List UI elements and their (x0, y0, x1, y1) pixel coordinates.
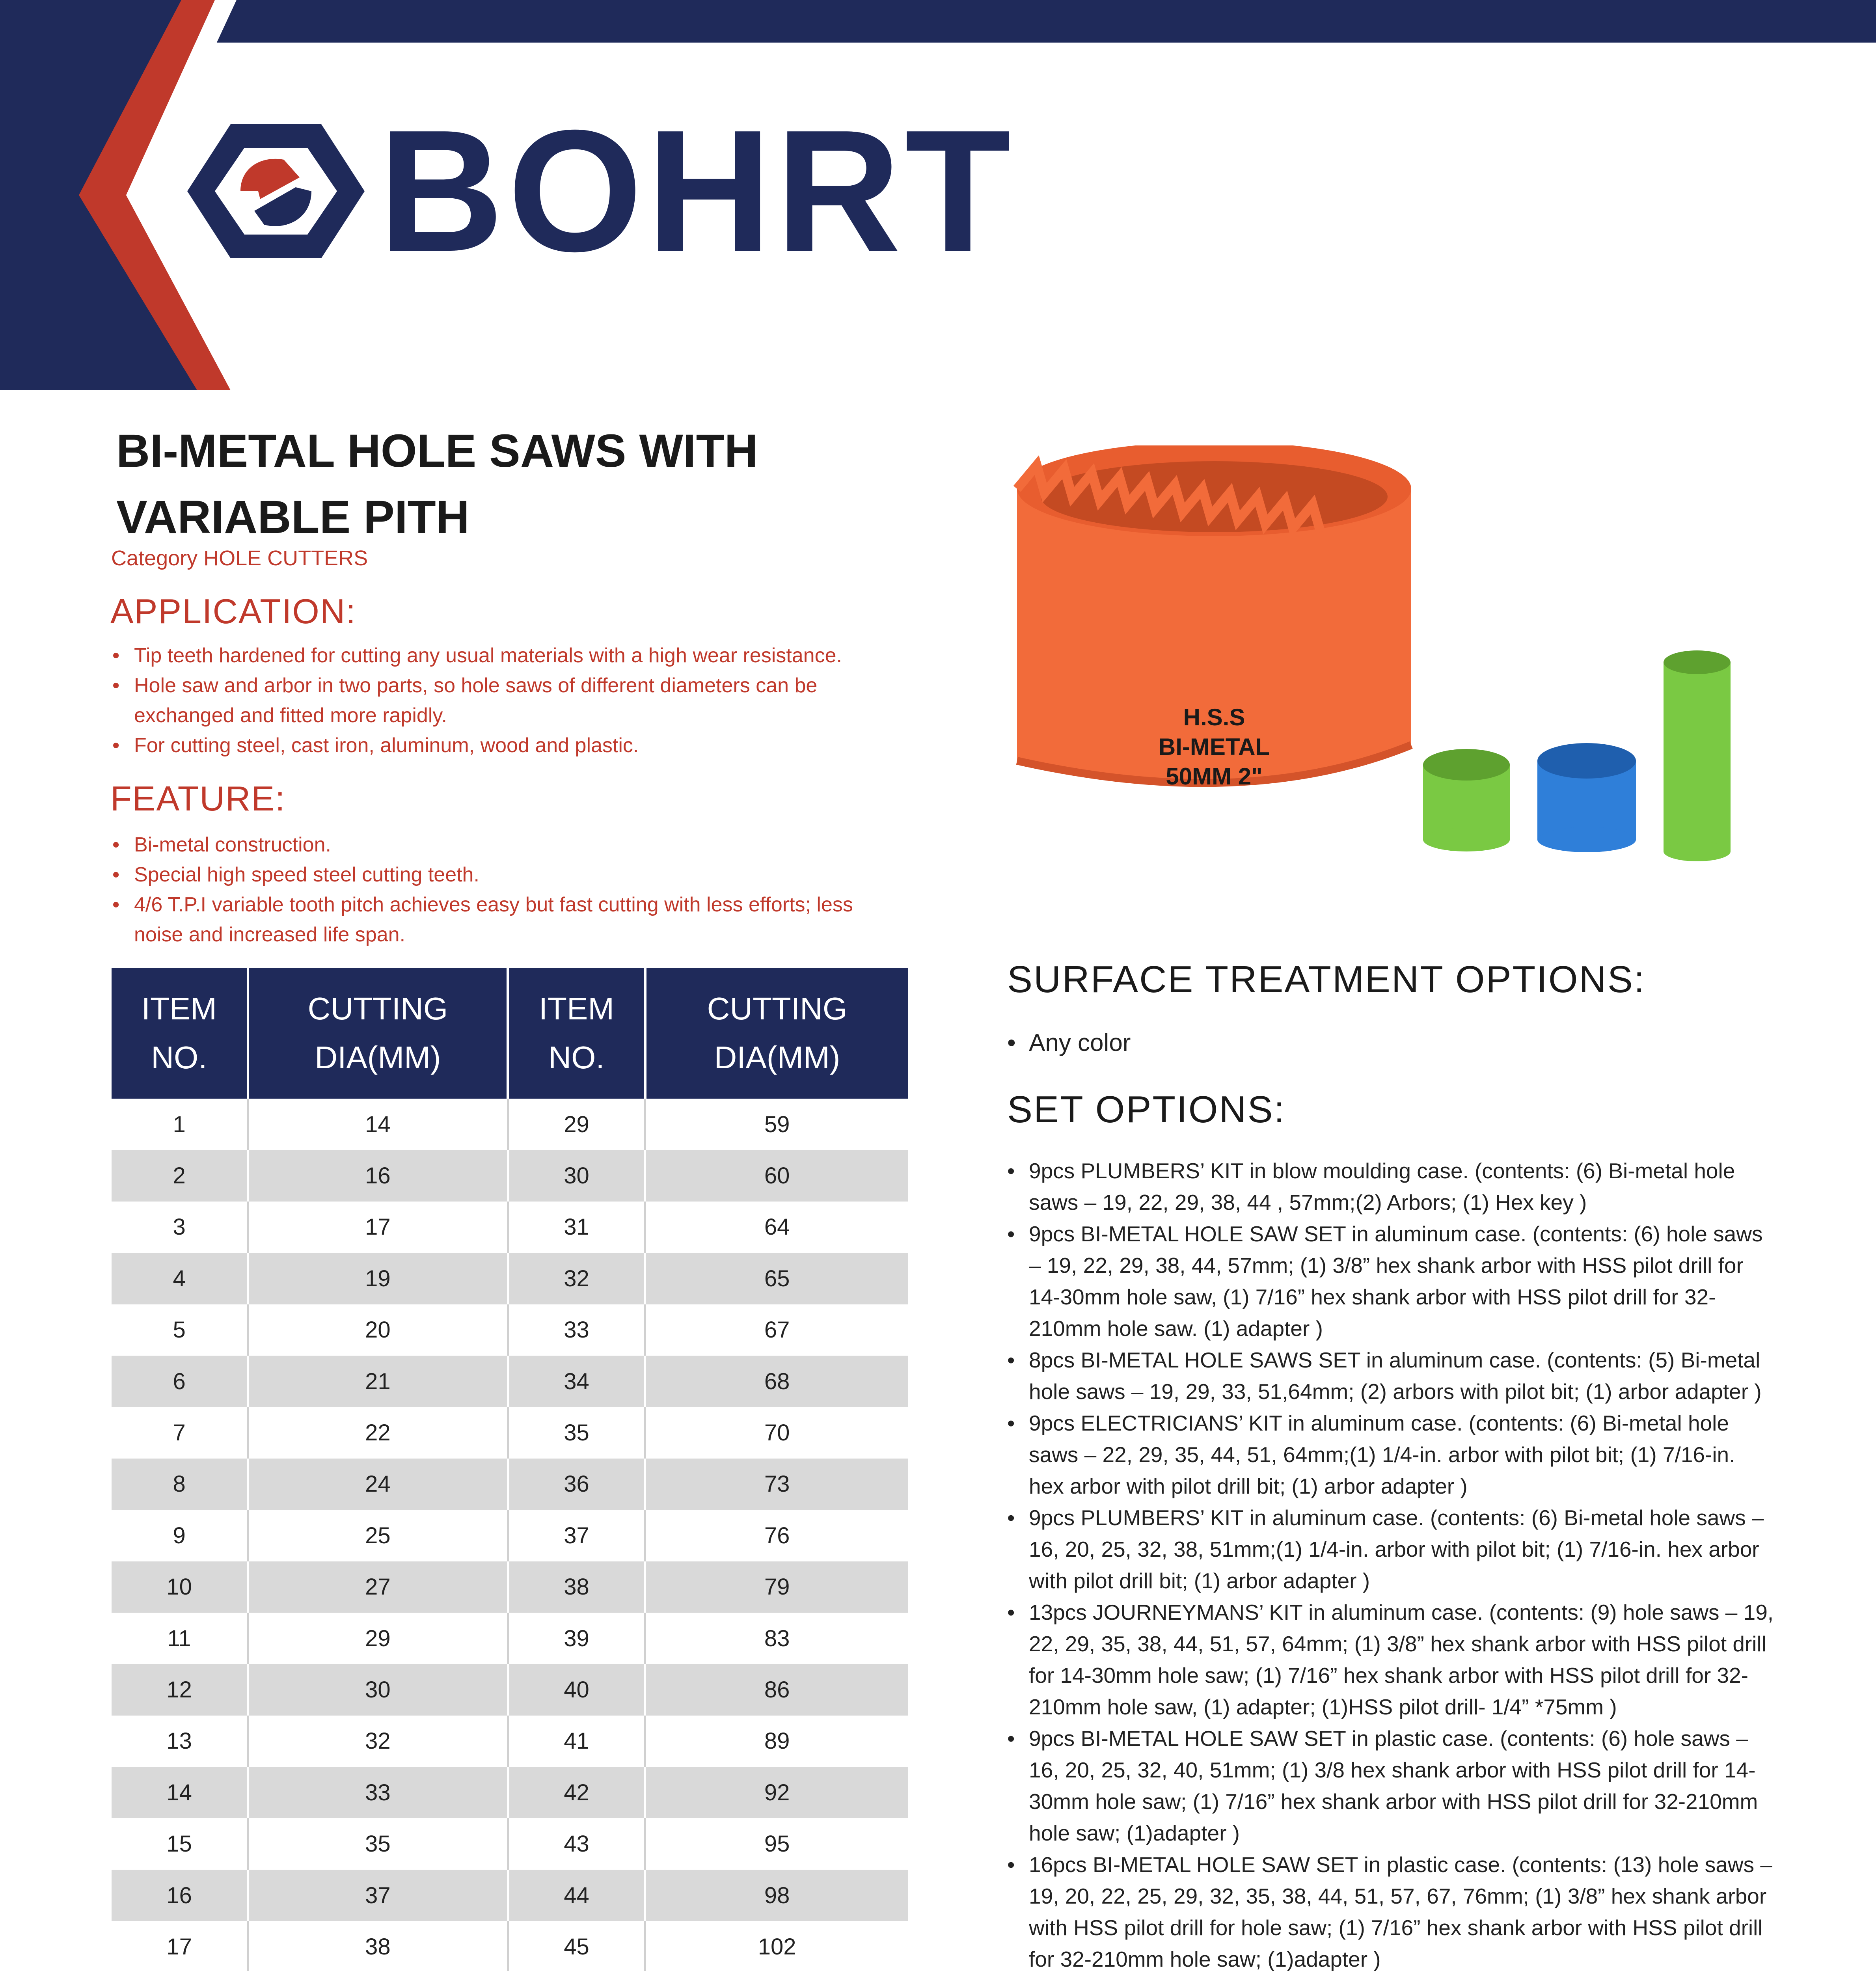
list-item: • 9pcs PLUMBERS’ KIT in blow moulding case. (contents: (6) Bi-metal hole saws – 19, 22, 29, 38, 44 , 57mm;(2) Arbors; (1) Hex key ) (1007, 1155, 1776, 1218)
table-cell: 31 (508, 1202, 645, 1253)
orange-hole-saw-icon (1017, 445, 1411, 790)
list-item: • 4/6 T.P.I variable tooth pitch achieves easy but fast cutting with less efforts; less noise and increased life span. (112, 890, 901, 950)
table-cell: 38 (248, 1921, 508, 1971)
table-cell: 40 (508, 1664, 645, 1715)
table-row (112, 1818, 908, 1869)
saw-label-line3: 50MM 2" (1166, 763, 1263, 790)
feature-heading: FEATURE: (110, 779, 286, 818)
page-title: BI-METAL HOLE SAWS WITH VARIABLE PITH (116, 425, 758, 543)
table-cell: 32 (248, 1716, 508, 1767)
table-cell: 7 (173, 1420, 186, 1446)
table-cell: 10 (112, 1561, 248, 1613)
table-cell: 42 (508, 1767, 645, 1818)
table-cell: 76 (645, 1510, 908, 1561)
list-item: • Bi-metal construction. (112, 830, 901, 860)
table-row (112, 1150, 908, 1201)
table-cell: 30 (248, 1664, 508, 1715)
feature-list (112, 830, 901, 950)
table-cell: 73 (645, 1459, 908, 1510)
table-cell: 12 (112, 1664, 248, 1715)
table-cell: 19 (248, 1253, 508, 1304)
small-green-hole-saw-icon (1423, 749, 1510, 851)
table-cell: 17 (166, 1934, 192, 1960)
table-row (112, 1099, 908, 1150)
set-options-heading: SET OPTIONS: (1007, 1088, 1286, 1131)
table-cell: 35 (248, 1818, 508, 1869)
tall-green-hole-saw-icon (1664, 650, 1731, 861)
table-row (112, 1767, 908, 1818)
table-cell: 20 (248, 1304, 508, 1356)
header-item-no-2: ITEM NO. (508, 968, 645, 1099)
table-cell: 60 (645, 1150, 908, 1201)
table-cell: 15 (166, 1831, 192, 1857)
application-heading: APPLICATION: (110, 592, 356, 631)
table-cell: 29 (508, 1099, 645, 1150)
table-cell: 67 (645, 1304, 908, 1356)
table-cell: 9 (173, 1522, 186, 1548)
table-cell: 92 (645, 1767, 908, 1818)
table-cell: 98 (645, 1870, 908, 1921)
table-cell: 27 (248, 1561, 508, 1613)
table-cell: 86 (645, 1664, 908, 1715)
header-top-bar (398, 0, 1876, 43)
header-cutting-dia-2: CUTTING DIA(MM) (645, 968, 908, 1099)
table-cell: 35 (508, 1407, 645, 1458)
table-cell: 1 (173, 1111, 186, 1137)
table-cell: 32 (508, 1253, 645, 1304)
table-cell: 6 (112, 1356, 248, 1407)
product-image (1001, 445, 1790, 863)
list-item: • 8pcs BI-METAL HOLE SAWS SET in aluminum case. (contents: (5) Bi-metal hole saws – 19, 29, 33, 51,64mm; (2) arbors with pilot bit; (1) arbor adapter ) (1007, 1344, 1776, 1407)
table-cell: 37 (508, 1510, 645, 1561)
list-item: • Hole saw and arbor in two parts, so hole saws of different diameters can be exchanged and fitted more rapidly. (112, 671, 901, 730)
table-cell: 36 (508, 1459, 645, 1510)
table-row (112, 1716, 908, 1767)
size-table (112, 968, 908, 1971)
table-cell: 33 (248, 1767, 508, 1818)
list-item: • 9pcs BI-METAL HOLE SAW SET in plastic case. (contents: (6) hole saws – 16, 20, 25, 32, 40, 51mm; (1) 3/8 hex shank arbor with HSS pilot drill for 14-30mm hole saw; (1) 7/16” hex shank arbor with HSS pilot drill for 32-210mm hole saw; (1)adapter ) (1007, 1723, 1776, 1849)
table-cell: 33 (508, 1304, 645, 1356)
surface-heading: SURFACE TREATMENT OPTIONS: (1007, 958, 1646, 1000)
table-cell: 25 (248, 1510, 508, 1561)
table-cell: 59 (645, 1099, 908, 1150)
table-cell: 34 (508, 1356, 645, 1407)
table-cell: 37 (248, 1870, 508, 1921)
saw-label-line2: BI-METAL (1158, 734, 1270, 760)
table-cell: 16 (248, 1150, 508, 1201)
table-cell: 70 (645, 1407, 908, 1458)
table-row (112, 1510, 908, 1561)
surface-list (1007, 1029, 1796, 1057)
table-cell: 43 (508, 1818, 645, 1869)
header-item-no: ITEM NO. (112, 968, 248, 1099)
table-cell: 39 (508, 1613, 645, 1664)
brand-logo-icon (185, 118, 367, 264)
table-cell: 89 (645, 1716, 908, 1767)
list-item: • Special high speed steel cutting teeth. (112, 860, 901, 890)
table-cell: 68 (645, 1356, 908, 1407)
table-cell: 17 (248, 1202, 508, 1253)
table-cell: 4 (112, 1253, 248, 1304)
table-header-row (112, 968, 908, 1099)
table-row (112, 1356, 908, 1407)
table-cell: 79 (645, 1561, 908, 1613)
table-cell: 14 (248, 1099, 508, 1150)
table-cell: 8 (112, 1459, 248, 1510)
list-item: • 9pcs BI-METAL HOLE SAW SET in aluminum case. (contents: (6) hole saws – 19, 22, 29, 38, 44, 57mm; (1) 3/8” hex shank arbor with HSS pilot drill for 14-30mm hole saw, (1) 7/16” hex shank arbor with HSS pilot drill for 32-210mm hole saw. (1) adapter ) (1007, 1218, 1776, 1344)
list-item: • 16pcs BI-METAL HOLE SAW SET in plastic case. (contents: (13) hole saws – 19, 20, 22, 25, 29, 32, 35, 38, 44, 51, 57, 67, 76mm; (1) 3/8” hex shank arbor with HSS pilot drill for hole saw; (1) 7/16” hex shank arbor with HSS pilot drill for 32-210mm hole saw; (1)adapter ) (1007, 1849, 1776, 1971)
table-cell: 41 (508, 1716, 645, 1767)
list-item: • For cutting steel, cast iron, aluminum, wood and plastic. (112, 730, 901, 760)
table-cell: 95 (645, 1818, 908, 1869)
table-cell: 22 (248, 1407, 508, 1458)
table-row (112, 1202, 908, 1253)
table-cell: 3 (173, 1214, 186, 1240)
table-cell: 83 (645, 1613, 908, 1664)
table-cell: 13 (166, 1728, 192, 1754)
table-cell: 14 (112, 1767, 248, 1818)
table-row (112, 1664, 908, 1715)
application-list (112, 641, 901, 760)
table-row (112, 1407, 908, 1458)
table-cell: 21 (248, 1356, 508, 1407)
table-cell: 45 (508, 1921, 645, 1971)
list-item: • Any color (1007, 1029, 1796, 1057)
table-row (112, 1561, 908, 1613)
table-cell: 38 (508, 1561, 645, 1613)
table-cell: 44 (508, 1870, 645, 1921)
table-row (112, 1921, 908, 1971)
brand-name: BOHRT (378, 94, 1015, 288)
table-cell: 24 (248, 1459, 508, 1510)
table-cell: 30 (508, 1150, 645, 1201)
table-cell: 2 (112, 1150, 248, 1201)
list-item: • 9pcs ELECTRICIANS’ KIT in aluminum case. (contents: (6) Bi-metal hole saws – 22, 29, 35, 44, 51, 64mm;(1) 1/4-in. arbor with pilot bit; (1) 7/16-in. hex arbor with pilot drill bit; (1) arbor adapter ) (1007, 1407, 1776, 1502)
list-item: • 9pcs PLUMBERS’ KIT in aluminum case. (contents: (6) Bi-metal hole saws – 16, 20, 25, 32, 38, 51mm;(1) 1/4-in. arbor with pilot bit; (1) 7/16-in. hex arbor with pilot drill bit; (1) arbor adapter ) (1007, 1502, 1776, 1597)
list-item: • Tip teeth hardened for cutting any usual materials with a high wear resistance. (112, 641, 901, 671)
table-row (112, 1613, 908, 1664)
set-options-list (1007, 1155, 1776, 1971)
table-cell: 29 (248, 1613, 508, 1664)
table-cell: 11 (167, 1625, 191, 1651)
category-label: Category HOLE CUTTERS (111, 546, 368, 570)
table-row (112, 1459, 908, 1510)
table-cell: 16 (112, 1870, 248, 1921)
blue-hole-saw-icon (1537, 743, 1636, 852)
header-cutting-dia: CUTTING DIA(MM) (248, 968, 508, 1099)
saw-label-line1: H.S.S (1183, 704, 1245, 730)
list-item: • 13pcs JOURNEYMANS’ KIT in aluminum case. (contents: (9) hole saws – 19, 22, 29, 35, 38, 44, 51, 57, 64mm; (1) 3/8” hex shank arbor with HSS pilot drill for 14-30mm hole saw; (1) 7/16” hex shank arbor with HSS pilot drill for 32-210mm hole saw, (1) adapter; (1)HSS pilot drill- 1/4” *75mm ) (1007, 1597, 1776, 1723)
table-row (112, 1870, 908, 1921)
table-row (112, 1253, 908, 1304)
table-cell: 64 (645, 1202, 908, 1253)
table-row (112, 1304, 908, 1356)
table-cell: 102 (645, 1921, 908, 1971)
table-cell: 65 (645, 1253, 908, 1304)
table-cell: 5 (173, 1317, 186, 1343)
